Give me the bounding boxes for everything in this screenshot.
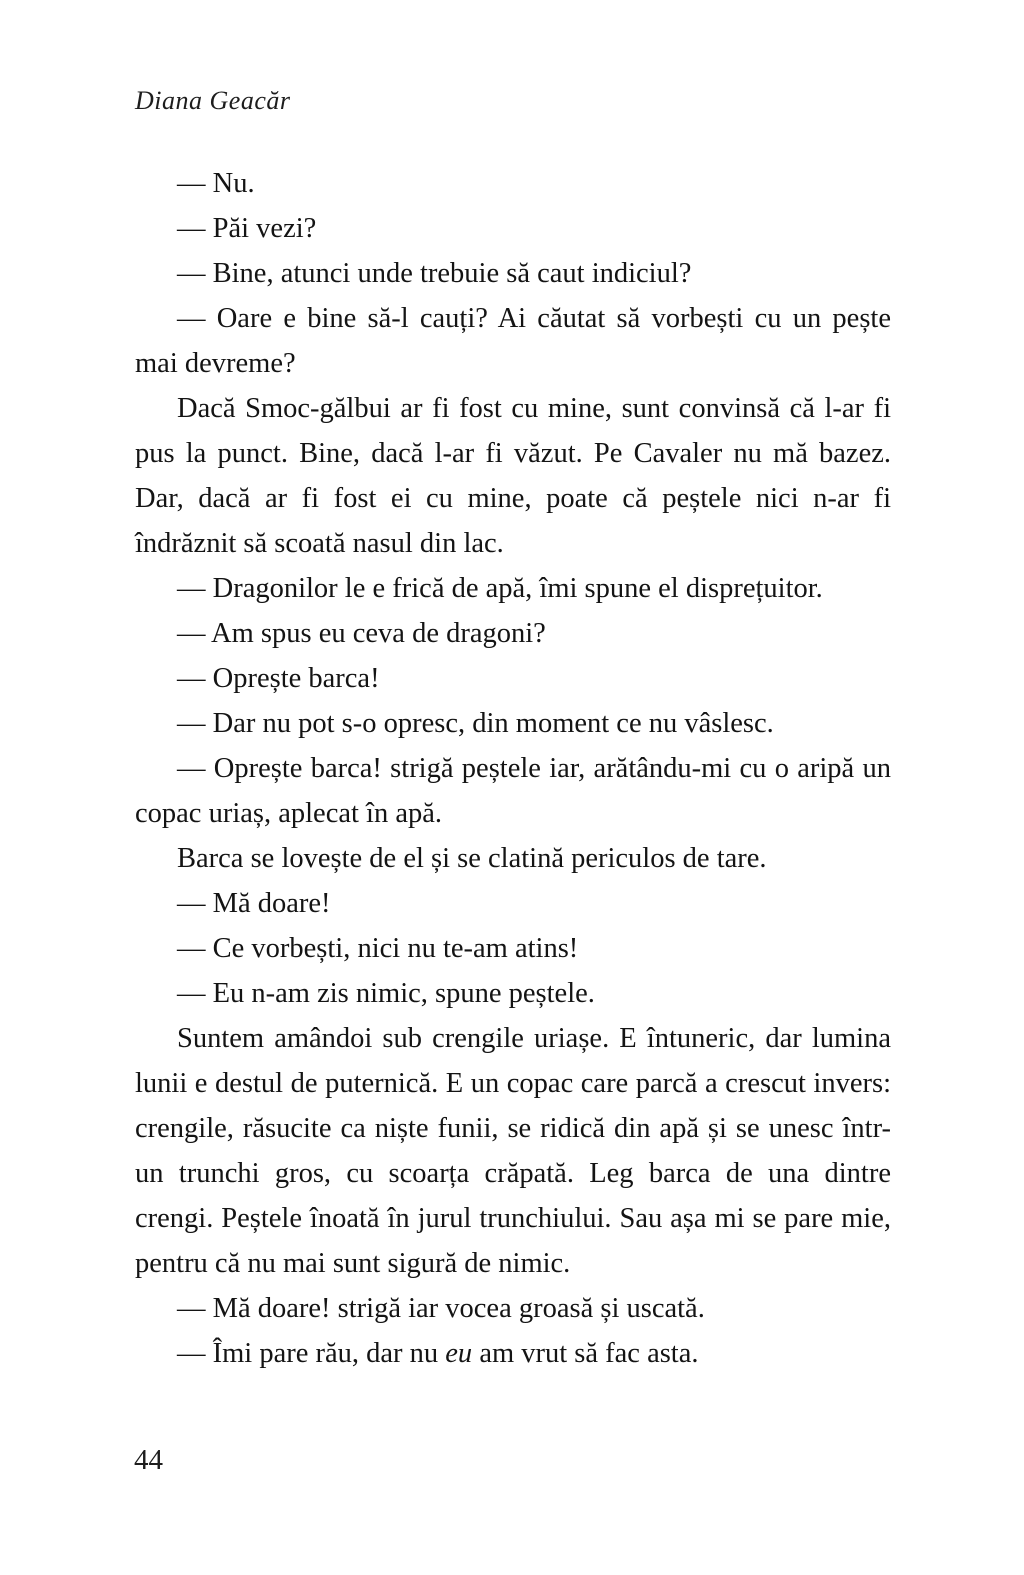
paragraph [135, 251, 891, 296]
paragraph [135, 206, 891, 251]
page-body [135, 161, 891, 1376]
text-run: — Am spus eu ceva de dragoni? [177, 618, 546, 649]
text-run: — Nu. [177, 168, 255, 199]
text-run: — Ce vorbești, nici nu te-am atins! [177, 933, 579, 964]
paragraph [135, 566, 891, 611]
paragraph [135, 656, 891, 701]
paragraph [135, 926, 891, 971]
text-run: — Oare e bine să-l cauți? Ai căutat să vorbești cu un pește mai devreme? [135, 303, 891, 379]
page-number: 44 [134, 1444, 163, 1476]
text-run: — Dar nu pot s-o opresc, din moment ce nu vâslesc. [177, 708, 774, 739]
text-run: — Păi vezi? [177, 213, 317, 244]
paragraph [135, 296, 891, 386]
paragraph [135, 836, 891, 881]
text-run: Dacă Smoc-gălbui ar fi fost cu mine, sunt convinsă că l-ar fi pus la punct. Bine, dacă l-ar fi văzut. Pe Cavaler nu mă bazez. Dar, dacă ar fi fost ei cu mine, poate că peștele nici n-ar fi îndrăznit să scoată nasul din lac. [135, 393, 891, 559]
text-run: — Eu n-am zis nimic, spune peștele. [177, 978, 595, 1009]
text-run: — Bine, atunci unde trebuie să caut indiciul? [177, 258, 692, 289]
text-run: Suntem amândoi sub crengile uriașe. E întuneric, dar lumina lunii e destul de puternică. E un copac care parcă a crescut invers: crengile, răsucite ca niște funii, se ridică din apă și se unesc într-un trunchi gros, cu scoarța crăpată. Leg barca de una dintre crengi. Peștele înoată în jurul trunchiului. Sau așa mi se pare mie, pentru că nu mai sunt sigură de nimic. [135, 1023, 891, 1279]
paragraph [135, 611, 891, 656]
paragraph [135, 971, 891, 1016]
paragraph [135, 881, 891, 926]
text-run-italic: eu [445, 1338, 473, 1369]
text-run: — Dragonilor le e frică de apă, îmi spune el disprețuitor. [177, 573, 823, 604]
paragraph [135, 386, 891, 566]
text-run: — Mă doare! strigă iar vocea groasă și uscată. [177, 1293, 705, 1324]
text-run: — Mă doare! [177, 888, 331, 919]
paragraph [135, 1016, 891, 1286]
text-run: am vrut să fac asta. [472, 1338, 699, 1369]
text-run: — Oprește barca! strigă peștele iar, arătându-mi cu o aripă un copac uriaș, aplecat în apă. [135, 753, 891, 829]
paragraph [135, 161, 891, 206]
running-header-author: Diana Geacăr [135, 86, 291, 115]
text-run: Barca se lovește de el și se clatină periculos de tare. [177, 843, 767, 874]
paragraph [135, 1286, 891, 1331]
paragraph [135, 1331, 891, 1376]
text-run: — Oprește barca! [177, 663, 380, 694]
paragraph [135, 701, 891, 746]
paragraph [135, 746, 891, 836]
text-run: — Îmi pare rău, dar nu [177, 1338, 446, 1369]
